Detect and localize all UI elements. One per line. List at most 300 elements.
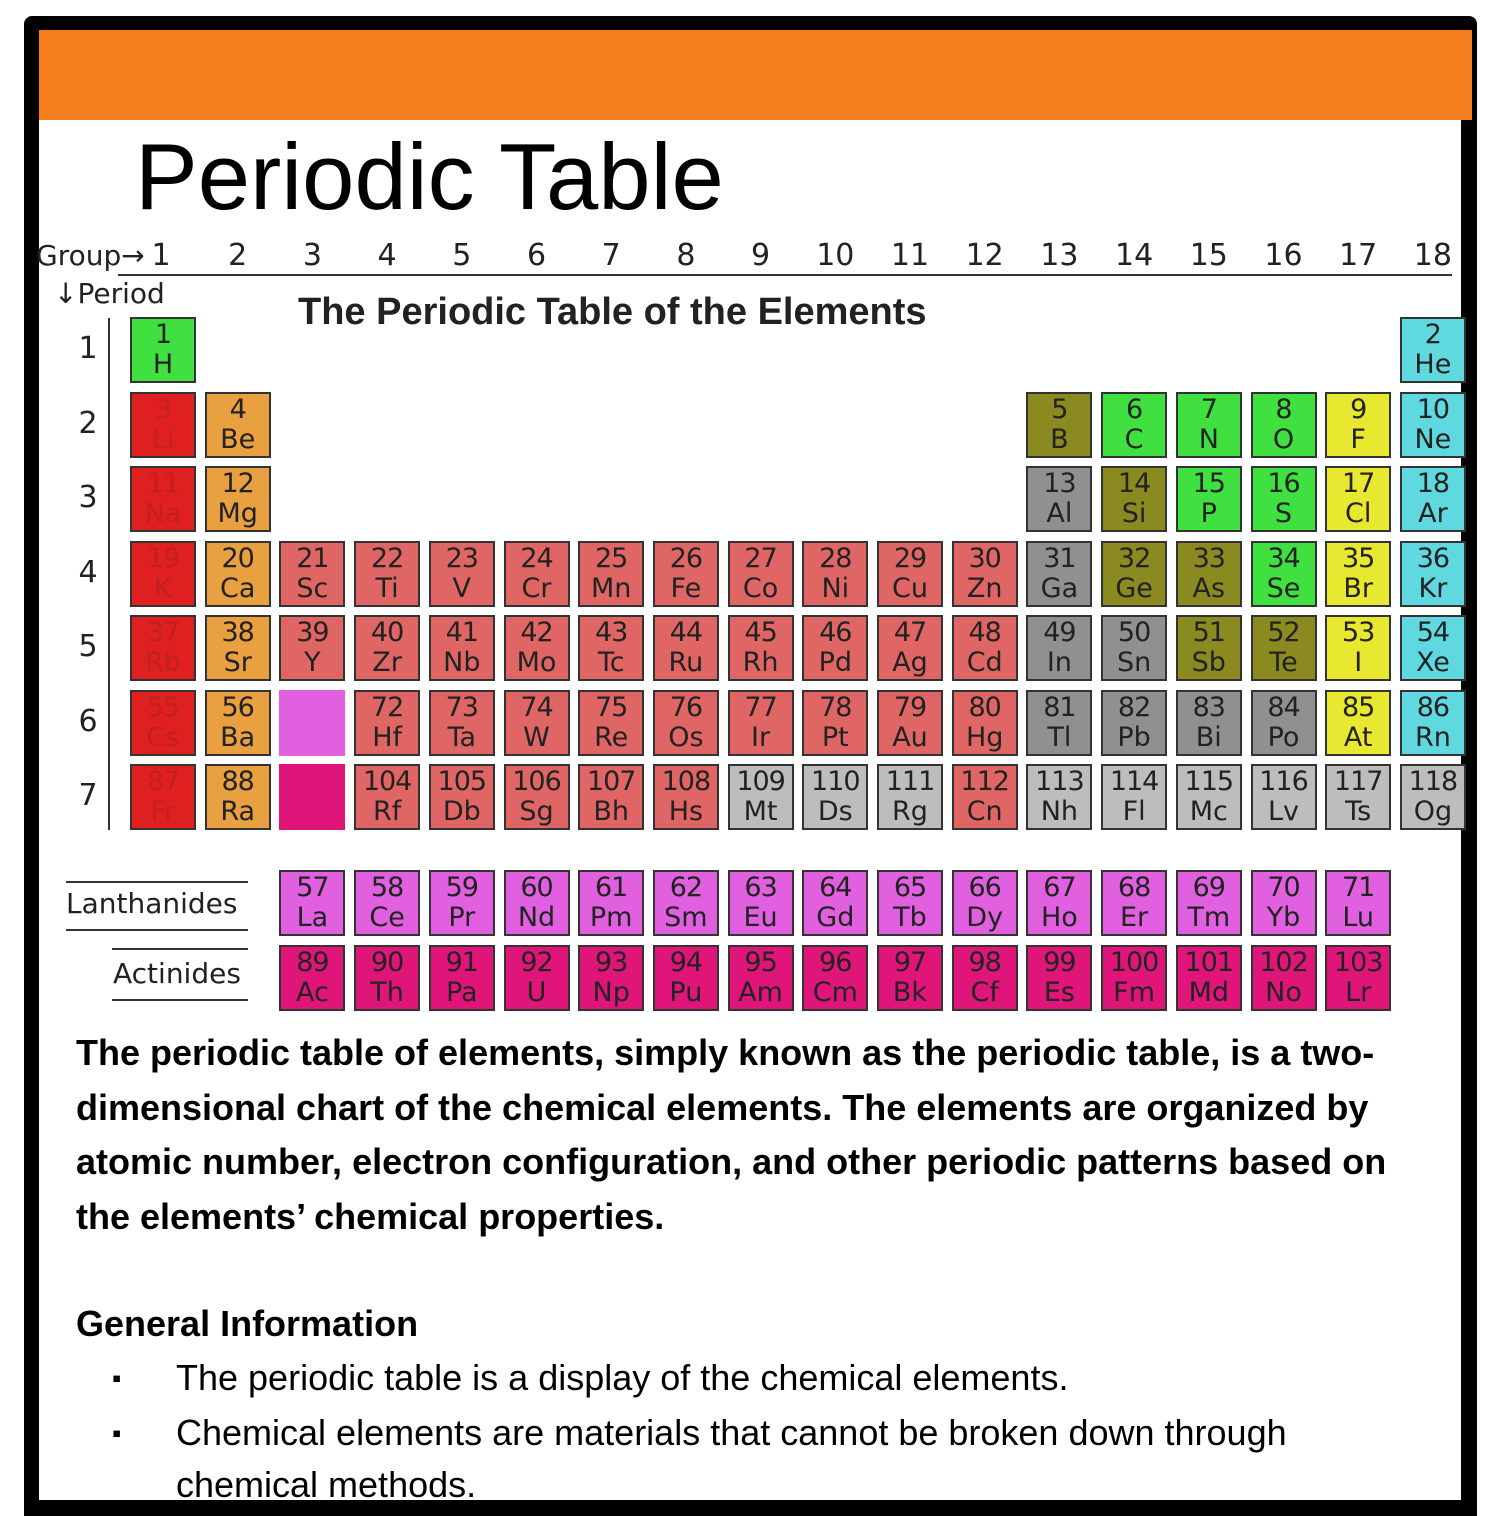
- element-symbol: Sb: [1191, 647, 1226, 678]
- element-cell-se: [1251, 541, 1317, 607]
- atomic-number: 100: [1109, 947, 1159, 978]
- element-cell-rn: [1400, 690, 1466, 756]
- atomic-number: 36: [1416, 542, 1450, 574]
- atomic-number: 94: [669, 947, 703, 978]
- atomic-number: 91: [445, 947, 478, 978]
- group-number: 12: [965, 238, 1004, 273]
- element-symbol: Lv: [1267, 796, 1300, 827]
- element-symbol: Sr: [223, 647, 252, 678]
- element-cell-lu: [1325, 870, 1391, 936]
- element-symbol: Si: [1121, 498, 1147, 529]
- element-symbol: Rf: [372, 796, 402, 827]
- atomic-number: 98: [968, 947, 1001, 978]
- group-number: 13: [1040, 238, 1079, 273]
- element-cell-sg: [504, 764, 570, 830]
- atomic-number: 25: [595, 542, 628, 574]
- atomic-number: 30: [968, 542, 1001, 574]
- element-cell-cn: [952, 764, 1018, 830]
- element-symbol: Cu: [892, 572, 928, 604]
- element-cell-at: [1325, 690, 1391, 756]
- element-cell-gd: [802, 870, 868, 936]
- atomic-number: 115: [1184, 766, 1234, 797]
- element-cell-cd: [952, 615, 1018, 681]
- atomic-number: 6: [1126, 393, 1143, 425]
- element-symbol: Np: [592, 977, 630, 1008]
- element-symbol: Ni: [821, 572, 850, 604]
- group-number: 6: [526, 238, 547, 273]
- periodic-table-title: The Periodic Table of the Elements: [298, 291, 927, 333]
- element-cell-po: [1251, 690, 1317, 756]
- period-number: 6: [78, 703, 98, 739]
- element-symbol: Re: [594, 721, 629, 753]
- element-symbol: As: [1192, 572, 1226, 604]
- element-symbol: Mg: [217, 498, 258, 529]
- element-symbol: Mn: [590, 572, 632, 604]
- atomic-number: 21: [296, 542, 329, 574]
- element-cell-sm: [653, 870, 719, 936]
- element-symbol: Bh: [593, 796, 629, 827]
- element-symbol: Zn: [966, 572, 1003, 604]
- element-cell-es: [1026, 945, 1092, 1011]
- element-cell-bi: [1176, 690, 1242, 756]
- atomic-number: 112: [960, 766, 1009, 797]
- atomic-number: 41: [445, 617, 478, 648]
- element-symbol: Am: [738, 977, 783, 1008]
- element-cell-ds: [802, 764, 868, 830]
- element-cell-pd: [802, 615, 868, 681]
- element-cell-ag: [877, 615, 943, 681]
- element-cell-b: [1026, 392, 1092, 458]
- atomic-number: 62: [669, 872, 703, 903]
- atomic-number: 85: [1342, 691, 1375, 723]
- period-number: 4: [78, 554, 98, 590]
- element-symbol: Ra: [220, 796, 256, 827]
- element-symbol: Ag: [892, 647, 928, 678]
- element-cell-sn: [1101, 615, 1167, 681]
- element-symbol: Xe: [1415, 647, 1450, 678]
- atomic-number: 80: [968, 691, 1001, 723]
- element-cell-hf: [354, 690, 420, 756]
- atomic-number: 43: [595, 617, 628, 648]
- atomic-number: 93: [595, 947, 628, 978]
- element-cell-bh: [578, 764, 644, 830]
- element-cell-pb: [1101, 690, 1167, 756]
- header-accent-bar: [39, 30, 1472, 120]
- element-symbol: Au: [892, 721, 928, 753]
- element-symbol: Pr: [448, 902, 476, 933]
- group-number: 4: [377, 238, 397, 273]
- element-symbol: U: [526, 977, 547, 1008]
- element-symbol: K: [154, 572, 172, 604]
- element-symbol: Ca: [219, 572, 256, 604]
- element-cell-rh: [728, 615, 794, 681]
- actinides-rule-bottom: [112, 999, 248, 1001]
- element-cell-be: [205, 392, 271, 458]
- list-item: [112, 1407, 1432, 1511]
- lanthanide-placeholder-cell: [279, 690, 345, 756]
- atomic-number: 67: [1043, 872, 1076, 903]
- atomic-number: 106: [512, 766, 561, 797]
- group-number: 5: [452, 238, 472, 273]
- atomic-number: 109: [736, 766, 785, 797]
- element-cell-tb: [877, 870, 943, 936]
- element-cell-tc: [578, 615, 644, 681]
- element-symbol: Rg: [892, 796, 928, 827]
- group-number: 18: [1413, 238, 1452, 273]
- atomic-number: 15: [1192, 468, 1225, 499]
- element-cell-he: [1400, 317, 1466, 383]
- group-header-rule: [118, 274, 1452, 276]
- atomic-number: 79: [893, 691, 927, 723]
- element-symbol: O: [1272, 423, 1295, 455]
- atomic-number: 9: [1350, 393, 1367, 425]
- element-symbol: Og: [1413, 796, 1453, 827]
- element-symbol: Nh: [1040, 796, 1079, 827]
- element-cell-o: [1251, 392, 1317, 458]
- actinides-rule-top: [112, 948, 248, 950]
- atomic-number: 110: [811, 766, 860, 797]
- element-cell-h: [130, 317, 196, 383]
- element-cell-ba: [205, 690, 271, 756]
- atomic-number: 31: [1043, 542, 1076, 574]
- element-symbol: Mo: [516, 647, 557, 678]
- atomic-number: 53: [1342, 617, 1375, 648]
- bullet-marker: ▪: [112, 1418, 122, 1448]
- atomic-number: 116: [1259, 766, 1308, 797]
- atomic-number: 38: [221, 617, 254, 648]
- element-symbol: Hf: [372, 721, 402, 753]
- period-number: 3: [78, 480, 98, 515]
- element-symbol: Hs: [668, 796, 704, 827]
- atomic-number: 44: [669, 617, 703, 648]
- element-cell-li: [130, 392, 196, 458]
- element-cell-tl: [1026, 690, 1092, 756]
- atomic-number: 33: [1192, 542, 1225, 574]
- atomic-number: 117: [1333, 766, 1383, 797]
- atomic-number: 4: [229, 393, 246, 425]
- element-cell-ra: [205, 764, 271, 830]
- element-symbol: Os: [668, 721, 704, 753]
- atomic-number: 45: [744, 617, 777, 648]
- element-symbol: He: [1414, 349, 1452, 380]
- element-symbol: Cf: [970, 977, 999, 1008]
- atomic-number: 8: [1275, 393, 1292, 425]
- element-symbol: Kr: [1418, 572, 1448, 604]
- element-cell-s: [1251, 466, 1317, 532]
- atomic-number: 68: [1117, 872, 1151, 903]
- group-number: 7: [601, 238, 621, 273]
- element-cell-ti: [354, 541, 420, 607]
- element-cell-fr: [130, 764, 196, 830]
- period-number: 7: [78, 778, 98, 813]
- element-symbol: Tc: [597, 647, 625, 678]
- atomic-number: 108: [661, 766, 711, 797]
- element-symbol: Ge: [1115, 572, 1153, 604]
- element-symbol: Db: [442, 796, 481, 827]
- element-symbol: Pu: [669, 977, 703, 1008]
- atomic-number: 75: [595, 691, 628, 723]
- atomic-number: 28: [819, 542, 852, 574]
- atomic-number: 34: [1267, 542, 1300, 574]
- element-symbol: Sn: [1116, 647, 1152, 678]
- element-symbol: At: [1343, 721, 1373, 753]
- element-cell-ce: [354, 870, 420, 936]
- atomic-number: 103: [1333, 947, 1383, 978]
- atomic-number: 55: [146, 691, 180, 723]
- atomic-number: 3: [154, 393, 172, 425]
- element-symbol: Fr: [150, 796, 176, 827]
- element-symbol: Cl: [1345, 498, 1372, 529]
- element-cell-tm: [1176, 870, 1242, 936]
- element-cell-br: [1325, 541, 1391, 607]
- element-symbol: Cr: [521, 572, 552, 604]
- element-symbol: V: [452, 572, 472, 604]
- element-symbol: In: [1046, 647, 1072, 678]
- slide-title: Periodic Table: [135, 124, 724, 229]
- element-symbol: No: [1265, 977, 1302, 1008]
- element-cell-lv: [1251, 764, 1317, 830]
- element-symbol: Ho: [1040, 902, 1078, 933]
- atomic-number: 60: [520, 872, 553, 903]
- period-number: 2: [78, 405, 98, 441]
- general-info-heading: General Information: [76, 1303, 419, 1344]
- element-symbol: Rh: [742, 647, 779, 678]
- group-axis-label: Group→: [36, 239, 145, 272]
- element-cell-pr: [429, 870, 495, 936]
- element-symbol: Se: [1266, 572, 1301, 604]
- element-symbol: H: [152, 349, 174, 380]
- element-symbol: B: [1050, 423, 1069, 455]
- element-symbol: Ne: [1414, 423, 1452, 455]
- element-cell-ru: [653, 615, 719, 681]
- element-cell-bk: [877, 945, 943, 1011]
- atomic-number: 59: [445, 872, 478, 903]
- element-cell-ta: [429, 690, 495, 756]
- element-symbol: Lu: [1342, 902, 1375, 933]
- element-cell-am: [728, 945, 794, 1011]
- atomic-number: 29: [893, 542, 927, 574]
- element-symbol: Rn: [1414, 721, 1451, 753]
- element-cell-al: [1026, 466, 1092, 532]
- element-cell-mg: [205, 466, 271, 532]
- atomic-number: 50: [1117, 617, 1151, 648]
- element-cell-os: [653, 690, 719, 756]
- element-cell-v: [429, 541, 495, 607]
- element-symbol: Bi: [1195, 721, 1222, 753]
- atomic-number: 118: [1408, 766, 1458, 797]
- atomic-number: 81: [1043, 691, 1076, 723]
- element-cell-cs: [130, 690, 196, 756]
- group-number: 10: [816, 238, 855, 273]
- atomic-number: 17: [1342, 468, 1375, 499]
- element-symbol: Pd: [818, 647, 852, 678]
- element-symbol: Ir: [751, 721, 771, 753]
- element-symbol: F: [1350, 423, 1366, 455]
- atomic-number: 10: [1416, 393, 1450, 425]
- element-cell-ir: [728, 690, 794, 756]
- atomic-number: 40: [370, 617, 404, 648]
- group-number: 1: [151, 238, 171, 273]
- element-cell-no: [1251, 945, 1317, 1011]
- element-cell-pm: [578, 870, 644, 936]
- element-cell-zr: [354, 615, 420, 681]
- atomic-number: 5: [1051, 393, 1068, 425]
- element-cell-w: [504, 690, 570, 756]
- period-axis-rule: [108, 318, 110, 830]
- element-symbol: Tb: [893, 902, 927, 933]
- atomic-number: 39: [296, 617, 329, 648]
- atomic-number: 64: [819, 872, 852, 903]
- element-cell-kr: [1400, 541, 1466, 607]
- element-symbol: Tm: [1187, 902, 1231, 933]
- element-symbol: Yb: [1266, 902, 1301, 933]
- group-number: 8: [676, 238, 696, 273]
- atomic-number: 13: [1043, 468, 1076, 499]
- element-symbol: Sg: [519, 796, 554, 827]
- atomic-number: 107: [586, 766, 636, 797]
- element-cell-mc: [1176, 764, 1242, 830]
- list-item: [112, 1352, 1432, 1404]
- atomic-number: 76: [669, 691, 703, 723]
- element-symbol: N: [1198, 423, 1219, 455]
- atomic-number: 20: [221, 542, 254, 574]
- element-cell-er: [1101, 870, 1167, 936]
- element-cell-rf: [354, 764, 420, 830]
- element-cell-cl: [1325, 466, 1391, 532]
- group-number: 15: [1189, 238, 1228, 273]
- element-symbol: Bk: [892, 977, 928, 1008]
- element-cell-c: [1101, 392, 1167, 458]
- atomic-number: 27: [744, 542, 777, 574]
- atomic-number: 19: [146, 542, 180, 574]
- group-number: 16: [1264, 238, 1303, 273]
- element-cell-np: [578, 945, 644, 1011]
- atomic-number: 83: [1192, 691, 1225, 723]
- element-cell-f: [1325, 392, 1391, 458]
- atomic-number: 69: [1192, 872, 1225, 903]
- element-cell-sc: [279, 541, 345, 607]
- element-symbol: Rb: [145, 647, 181, 678]
- element-cell-p: [1176, 466, 1242, 532]
- element-symbol: Tl: [1047, 721, 1072, 753]
- atomic-number: 101: [1184, 947, 1234, 978]
- element-cell-th: [354, 945, 420, 1011]
- element-cell-pt: [802, 690, 868, 756]
- element-symbol: Cm: [812, 977, 858, 1008]
- actinide-placeholder-cell: [279, 764, 345, 830]
- atomic-number: 23: [445, 542, 478, 574]
- element-symbol: Na: [144, 498, 182, 529]
- element-symbol: Ac: [295, 977, 329, 1008]
- element-symbol: Li: [151, 423, 175, 455]
- element-symbol: Be: [220, 423, 256, 455]
- element-symbol: Fl: [1122, 796, 1146, 827]
- element-cell-og: [1400, 764, 1466, 830]
- atomic-number: 113: [1035, 766, 1084, 797]
- element-symbol: Ce: [369, 902, 405, 933]
- element-cell-mn: [578, 541, 644, 607]
- lanthanides-label: Lanthanides: [66, 887, 238, 920]
- atomic-number: 105: [437, 766, 487, 797]
- atomic-number: 51: [1192, 617, 1225, 648]
- element-symbol: La: [296, 902, 329, 933]
- element-symbol: Y: [304, 647, 321, 678]
- element-symbol: Zr: [372, 647, 402, 678]
- element-symbol: Nd: [517, 902, 556, 933]
- atomic-number: 84: [1267, 691, 1300, 723]
- period-number: 5: [78, 629, 98, 664]
- atomic-number: 65: [893, 872, 927, 903]
- atomic-number: 104: [362, 766, 412, 797]
- atomic-number: 63: [744, 872, 777, 903]
- element-cell-eu: [728, 870, 794, 936]
- element-symbol: Lr: [1345, 977, 1372, 1008]
- element-symbol: P: [1200, 498, 1217, 529]
- element-symbol: Sc: [296, 572, 329, 604]
- atomic-number: 46: [819, 617, 852, 648]
- atomic-number: 92: [520, 947, 553, 978]
- element-symbol: Pt: [821, 721, 849, 753]
- element-cell-ca: [205, 541, 271, 607]
- atomic-number: 49: [1043, 617, 1076, 648]
- element-symbol: Ba: [220, 721, 256, 753]
- atomic-number: 82: [1117, 691, 1151, 723]
- element-cell-si: [1101, 466, 1167, 532]
- element-cell-la: [279, 870, 345, 936]
- atomic-number: 2: [1424, 319, 1441, 350]
- element-cell-ne: [1400, 392, 1466, 458]
- atomic-number: 12: [221, 468, 254, 499]
- element-cell-k: [130, 541, 196, 607]
- atomic-number: 32: [1117, 542, 1151, 574]
- atomic-number: 35: [1342, 542, 1375, 574]
- element-cell-n: [1176, 392, 1242, 458]
- element-symbol: Nb: [443, 647, 481, 678]
- element-symbol: Ga: [1040, 572, 1079, 604]
- element-symbol: Fm: [1113, 977, 1156, 1008]
- element-cell-in: [1026, 615, 1092, 681]
- element-cell-co: [728, 541, 794, 607]
- atomic-number: 99: [1043, 947, 1076, 978]
- atomic-number: 78: [819, 691, 852, 723]
- element-symbol: Th: [370, 977, 404, 1008]
- element-symbol: Ds: [817, 796, 853, 827]
- atomic-number: 47: [893, 617, 927, 648]
- element-cell-yb: [1251, 870, 1317, 936]
- element-symbol: Es: [1043, 977, 1075, 1008]
- element-cell-as: [1176, 541, 1242, 607]
- atomic-number: 54: [1416, 617, 1450, 648]
- description-paragraph: The periodic table of elements, simply known as the periodic table, is a two-dimensional chart of the chemical elements. The elements are organized by atomic number, electron configuration, and other periodic patterns based on the elements’ chemical properties.: [76, 1032, 1387, 1237]
- element-cell-cf: [952, 945, 1018, 1011]
- element-cell-ar: [1400, 466, 1466, 532]
- element-cell-ge: [1101, 541, 1167, 607]
- list-item-text: The periodic table is a display of the chemical elements.: [176, 1357, 1069, 1398]
- element-cell-pa: [429, 945, 495, 1011]
- element-symbol: Ts: [1345, 796, 1372, 827]
- element-cell-cu: [877, 541, 943, 607]
- atomic-number: 37: [146, 617, 180, 648]
- element-cell-zn: [952, 541, 1018, 607]
- element-cell-rb: [130, 615, 196, 681]
- element-cell-fl: [1101, 764, 1167, 830]
- atomic-number: 73: [445, 691, 478, 723]
- element-cell-y: [279, 615, 345, 681]
- atomic-number: 16: [1267, 468, 1300, 499]
- element-cell-hg: [952, 690, 1018, 756]
- atomic-number: 87: [146, 766, 180, 797]
- bullet-marker: ▪: [112, 1363, 122, 1393]
